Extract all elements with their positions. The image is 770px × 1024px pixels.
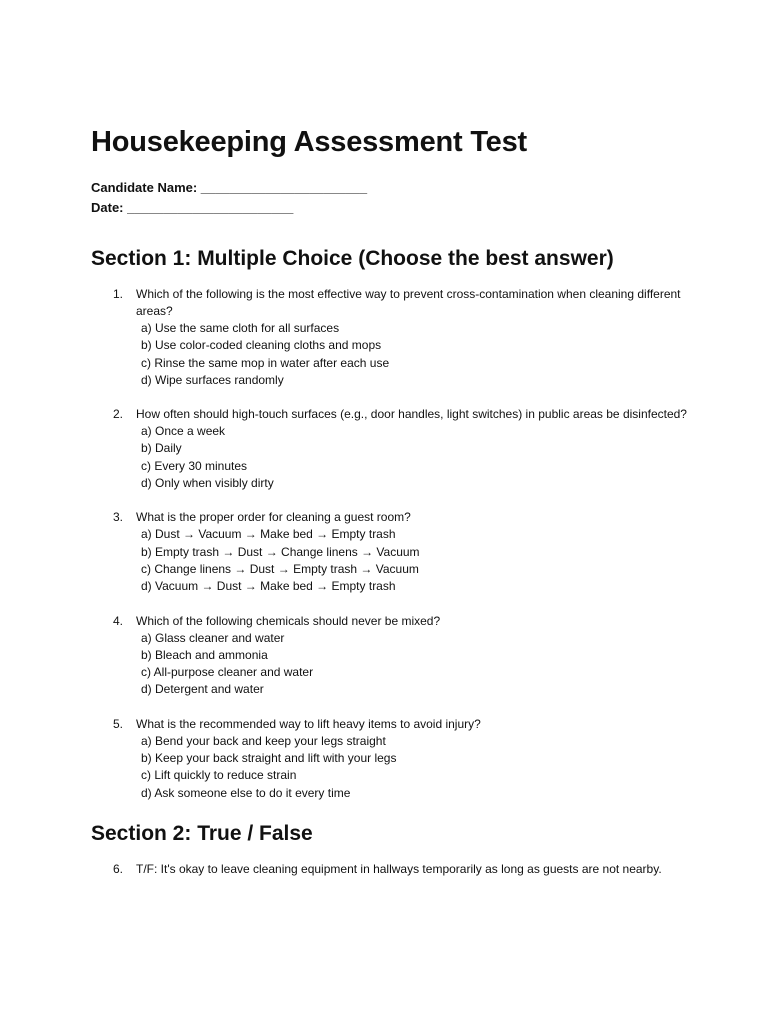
question-text: How often should high-touch surfaces (e.g., door handles, light switches) in public areas be disinfected? bbox=[136, 407, 687, 422]
answer-option: c) All-purpose cleaner and water bbox=[141, 665, 314, 680]
question-1 bbox=[91, 286, 691, 389]
document-page bbox=[91, 122, 691, 895]
question-6 bbox=[91, 861, 691, 878]
answer-options bbox=[136, 733, 691, 802]
answer-option: a) Bend your back and keep your legs straight bbox=[141, 733, 386, 748]
answer-option: a) Dust → Vacuum → Make bed → Empty trash bbox=[141, 527, 396, 542]
answer-option: b) Keep your back straight and lift with your legs bbox=[141, 751, 397, 766]
question-2 bbox=[91, 406, 691, 492]
question-3 bbox=[91, 509, 691, 595]
answer-options bbox=[136, 423, 691, 492]
answer-option: d) Vacuum → Dust → Make bed → Empty trash bbox=[141, 579, 396, 594]
page-title: Housekeeping Assessment Test bbox=[91, 126, 527, 158]
question-5 bbox=[91, 716, 691, 802]
answer-option: d) Detergent and water bbox=[141, 682, 264, 697]
question-4 bbox=[91, 613, 691, 699]
answer-option: c) Rinse the same mop in water after each use bbox=[141, 355, 390, 370]
section-1-title: Section 1: Multiple Choice (Choose the best answer) bbox=[91, 247, 614, 270]
answer-option: d) Ask someone else to do it every time bbox=[141, 785, 351, 800]
question-text: What is the proper order for cleaning a guest room? bbox=[136, 510, 411, 525]
answer-option: b) Use color-coded cleaning cloths and mops bbox=[141, 338, 382, 353]
question-number: 2. bbox=[113, 407, 124, 422]
question-text: T/F: It's okay to leave cleaning equipment in hallways temporarily as long as guests are not nearby. bbox=[136, 861, 662, 876]
question-text: Which of the following is the most effective way to prevent cross-contamination when cleaning different areas? bbox=[136, 287, 681, 318]
question-number: 5. bbox=[113, 716, 124, 731]
candidate-name-line: Candidate Name: _______________________ bbox=[91, 180, 368, 195]
answer-option: d) Only when visibly dirty bbox=[141, 476, 274, 491]
date-line: Date: _______________________ bbox=[91, 200, 294, 215]
answer-options bbox=[136, 526, 691, 595]
answer-option: d) Wipe surfaces randomly bbox=[141, 372, 284, 387]
answer-options bbox=[136, 320, 691, 389]
section-2-questions bbox=[91, 861, 691, 878]
answer-option: c) Lift quickly to reduce strain bbox=[141, 768, 297, 783]
answer-option: c) Change linens → Dust → Empty trash → Vacuum bbox=[141, 561, 419, 576]
question-text: Which of the following chemicals should never be mixed? bbox=[136, 613, 441, 628]
answer-options bbox=[136, 630, 691, 699]
answer-option: b) Daily bbox=[141, 441, 182, 456]
answer-option: b) Bleach and ammonia bbox=[141, 647, 268, 662]
question-number: 1. bbox=[113, 287, 124, 301]
answer-option: c) Every 30 minutes bbox=[141, 458, 248, 473]
answer-option: a) Use the same cloth for all surfaces bbox=[141, 321, 340, 335]
question-number: 6. bbox=[113, 861, 124, 876]
question-number: 4. bbox=[113, 613, 124, 628]
answer-option: b) Empty trash → Dust → Change linens → Vacuum bbox=[141, 544, 420, 559]
section-1-questions bbox=[91, 286, 691, 802]
section-2-title: Section 2: True / False bbox=[91, 821, 313, 845]
question-number: 3. bbox=[113, 510, 124, 525]
answer-option: a) Once a week bbox=[141, 424, 226, 439]
question-text: What is the recommended way to lift heavy items to avoid injury? bbox=[136, 716, 481, 731]
answer-option: a) Glass cleaner and water bbox=[141, 630, 285, 645]
candidate-info bbox=[91, 178, 691, 218]
